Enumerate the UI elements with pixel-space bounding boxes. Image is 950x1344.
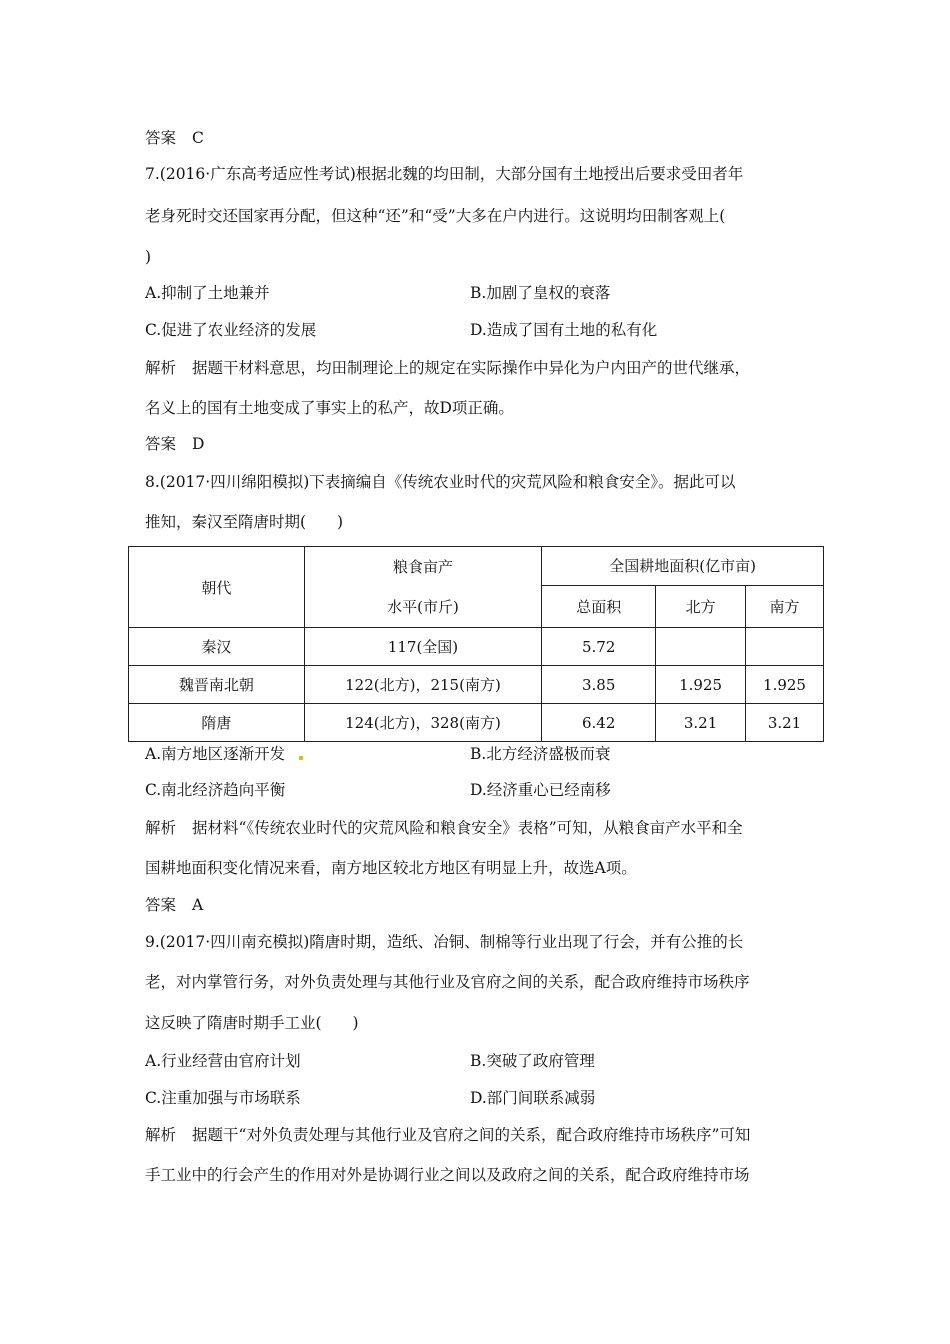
q8-stem-line-2: 推知，秦汉至隋唐时期( ): [145, 513, 344, 531]
cell-total: 5.72: [542, 628, 656, 666]
q7-stem-line-1: 7.(2016·广东高考适应性考试)根据北魏的均田制，大部分国有土地授出后要求受田者年: [145, 165, 744, 183]
cell-dynasty: 隋唐: [129, 704, 305, 742]
table-row: [129, 666, 824, 704]
q7-analysis-line-2: 名义上的国有土地变成了事实上的私产，故D项正确。: [145, 399, 514, 417]
q9-stem-line-2: 老，对内掌管行务，对外负责处理与其他行业及官府之间的关系，配合政府维持市场秩序: [145, 973, 750, 991]
q7-answer: 答案 D: [145, 435, 205, 453]
cell-south: 1.925: [746, 666, 824, 704]
q9-option-b: B.突破了政府管理: [470, 1052, 595, 1070]
table-row: [129, 628, 824, 666]
cell-north: 1.925: [656, 666, 746, 704]
q9-stem-line-3: 这反映了隋唐时期手工业( ): [145, 1014, 359, 1032]
q8-option-b: B.北方经济盛极而衰: [470, 745, 611, 763]
q7-stem-line-2: 老身死时交还国家再分配，但这种“还”和“受”大多在户内进行。这说明均田制客观上(: [145, 207, 726, 225]
header-yield: 粮食亩产 水平(市斤): [304, 547, 542, 628]
cell-south: [746, 628, 824, 666]
q9-analysis-line-2: 手工业中的行会产生的作用对外是协调行业之间以及政府之间的关系，配合政府维持市场: [145, 1166, 750, 1184]
q7-stem-line-3: ): [145, 248, 152, 266]
q8-option-c: C.南北经济趋向平衡: [145, 781, 286, 799]
cell-north: 3.21: [656, 704, 746, 742]
q9-option-c: C.注重加强与市场联系: [145, 1089, 301, 1107]
cell-dynasty: 魏晋南北朝: [129, 666, 305, 704]
cell-total: 3.85: [542, 666, 656, 704]
q7-option-d: D.造成了国有土地的私有化: [470, 321, 658, 339]
q7-option-c: C.促进了农业经济的发展: [145, 321, 317, 339]
header-north: 北方: [656, 585, 746, 627]
cell-yield: 122(北方)，215(南方): [304, 666, 542, 704]
q7-analysis-line-1: 解析 据题干材料意思，均田制理论上的规定在实际操作中异化为户内田产的世代继承，: [145, 359, 751, 377]
q6-answer: 答案 C: [145, 129, 204, 147]
header-area: 全国耕地面积(亿市亩): [542, 547, 824, 586]
q8-answer: 答案 A: [145, 896, 204, 914]
q9-analysis-line-1: 解析 据题干“对外负责处理与其他行业及官府之间的关系，配合政府维持市场秩序”可知: [145, 1126, 751, 1144]
header-total: 总面积: [542, 585, 656, 627]
cell-south: 3.21: [746, 704, 824, 742]
cell-total: 6.42: [542, 704, 656, 742]
q8-stem-line-1: 8.(2017·四川绵阳模拟)下表摘编自《传统农业时代的灾荒风险和粮食安全》。据此可以: [145, 473, 736, 491]
yield-area-table: [128, 546, 824, 742]
q8-analysis-line-2: 国耕地面积变化情况来看，南方地区较北方地区有明显上升，故选A项。: [145, 859, 637, 877]
q8-option-a: A.南方地区逐渐开发: [145, 745, 286, 763]
cell-dynasty: 秦汉: [129, 628, 305, 666]
q7-option-b: B.加剧了皇权的衰落: [470, 284, 611, 302]
cell-yield: 117(全国): [304, 628, 542, 666]
cell-north: [656, 628, 746, 666]
q8-analysis-line-1: 解析 据材料“《传统农业时代的灾荒风险和粮食安全》表格”可知，从粮食亩产水平和全: [145, 819, 743, 837]
header-dynasty: 朝代: [129, 547, 305, 628]
q7-option-a: A.抑制了土地兼并: [145, 284, 270, 302]
q9-option-a: A.行业经营由官府计划: [145, 1052, 301, 1070]
table-row: [129, 704, 824, 742]
q9-option-d: D.部门间联系减弱: [470, 1089, 596, 1107]
q8-option-d: D.经济重心已经南移: [470, 781, 611, 799]
q9-stem-line-1: 9.(2017·四川南充模拟)隋唐时期，造纸、冶铜、制棉等行业出现了行会，并有公推的长: [145, 933, 744, 951]
cell-yield: 124(北方)，328(南方): [304, 704, 542, 742]
highlight-mark: [299, 756, 303, 760]
header-south: 南方: [746, 585, 824, 627]
